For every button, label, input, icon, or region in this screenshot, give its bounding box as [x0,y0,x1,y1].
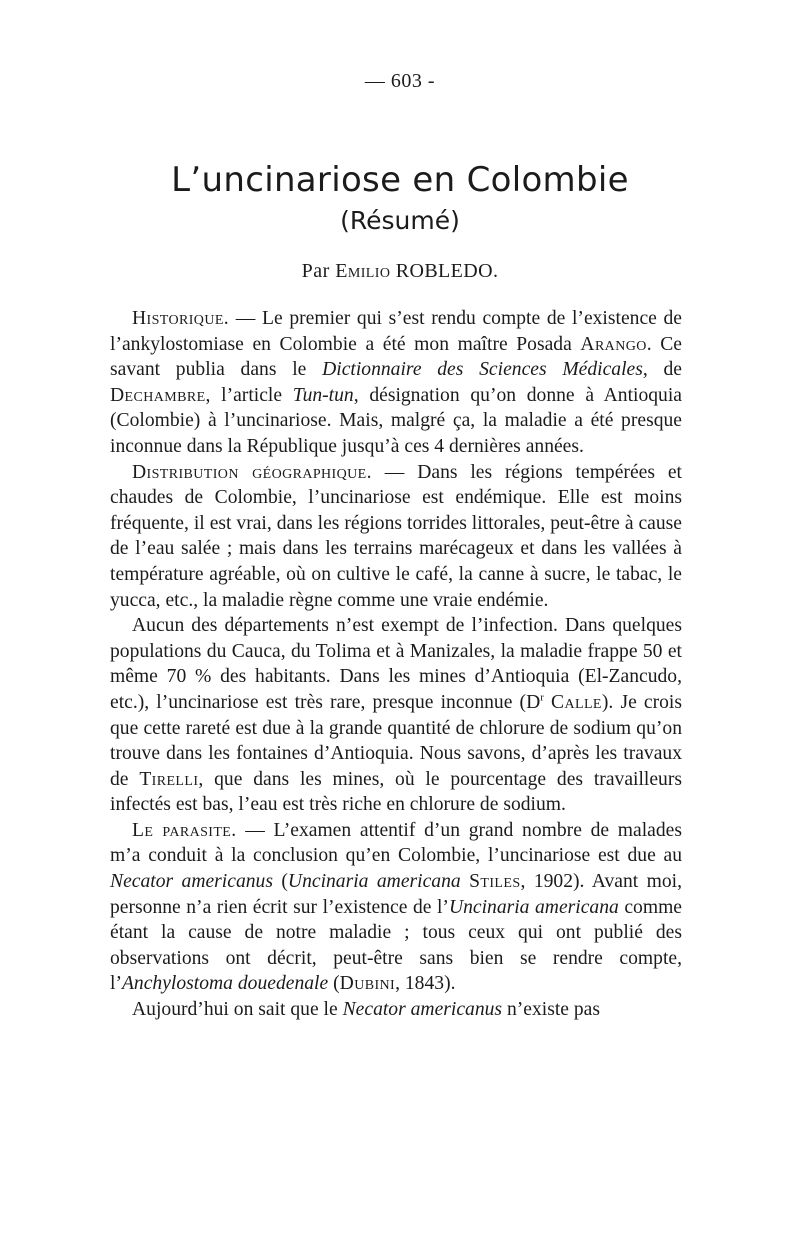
paragraph-distribution [110,460,682,614]
text-segment: , 1902). Avant moi, personne n’a rien écrit sur l’existence de l’ [110,871,682,918]
paragraph-historique [110,306,682,460]
section-heading-historique: Historique. [132,308,230,329]
article-subtitle: (Résumé) [340,206,460,235]
text-segment: ( [272,871,288,893]
paragraph-departements [110,613,682,818]
text-segment: Aucun des départements n’est exempt de l’infection. Dans quelques populations du Cauca, du Tolima et à Manizales, la maladie frappe 50 et même 70 % des habitants. Dans les mines d’Antioquia (El-Zancudo, etc.), l’uncinariose est très rare, presque inconnue (D [110,615,682,713]
person-name: Arango [580,333,647,355]
person-name: Dubini [339,973,396,995]
person-name: Stiles [469,871,521,893]
text-segment: ( [328,973,340,995]
text-segment: , de [642,359,683,381]
author-prefix: Par [301,260,330,282]
text-segment: — Le premier qui s’est rendu compte de l’existence de l’ankylostomiase en Colombie a été mon maître Posada [110,308,682,355]
section-heading-parasite: Le parasite. [132,819,237,841]
paragraph-aujourdhui [110,997,682,1023]
section-heading-distribution: Distribution géographique. [132,461,372,483]
species-name: Uncinaria americana [448,896,619,918]
text-segment: — L’examen attentif d’un grand nombre de malades m’a conduit à la conclusion qu’en Colombie, l’uncinariose est due au [110,819,682,867]
species-name: Necator americanus [342,999,503,1021]
page-number: — 603 - [364,70,436,92]
article-title: L’uncinariose en Colombie [171,160,629,200]
term: Tun-tun [292,384,354,406]
species-name: Anchylostoma douedenale [121,973,329,995]
article-body [110,306,682,1023]
paragraph-parasite [110,818,682,997]
species-name: Necator americanus [110,871,273,893]
text-segment: Aujourd’hui on sait que le [132,999,343,1021]
text-segment: , 1843). [395,973,456,995]
text-segment: , l’article [205,384,293,406]
species-name: Uncinaria americana [287,871,461,893]
work-title: Dictionnaire des Sciences Médicales [322,359,643,381]
text-segment: , que dans les mines, où le pourcentage des travailleurs infectés est bas, l’eau est très riche en chlorure de sodium. [110,768,682,816]
person-name: Dechambre [110,384,206,406]
text-segment: , désignation qu’on donne à Antioquia (Colombie) à l’uncinariose. Mais, malgré ça, la maladie a été presque inconnue dans la République jusqu’à ces 4 dernières années. [110,384,682,457]
person-name: Tirelli [139,768,199,790]
text-segment: . Ce savant publia dans le [110,333,682,381]
author-name: Emilio ROBLEDO. [335,260,499,282]
text-segment: n’existe pas [502,999,601,1021]
person-name: Calle [551,691,602,713]
text-segment [461,871,469,892]
superscript: r [540,691,544,704]
text-segment: comme étant la cause de notre maladie ; tous ceux qui ont publié des observations ont décrit, peut-être sans bien se rendre compte, l’ [110,896,683,995]
text-segment: — Dans les régions tempérées et chaudes de Colombie, l’uncinariose est endémique. Elle est moins fréquente, il est vrai, dans les régions torrides littorales, peut-être à cause de l’eau salée ; mais dans les terrains marécageux et dans les vallées à température agréable, où on cultive le café, la canne à sucre, le tabac, le yucca, etc., la maladie règne comme une vraie endémie. [110,461,682,611]
text-segment: ). Je crois que cette rareté est due à la grande quantité de chlorure de sodium qu’on trouve dans les fontaines d’Antioquia. Nous savons, d’après les travaux de [110,691,682,790]
author-line [0,260,800,283]
